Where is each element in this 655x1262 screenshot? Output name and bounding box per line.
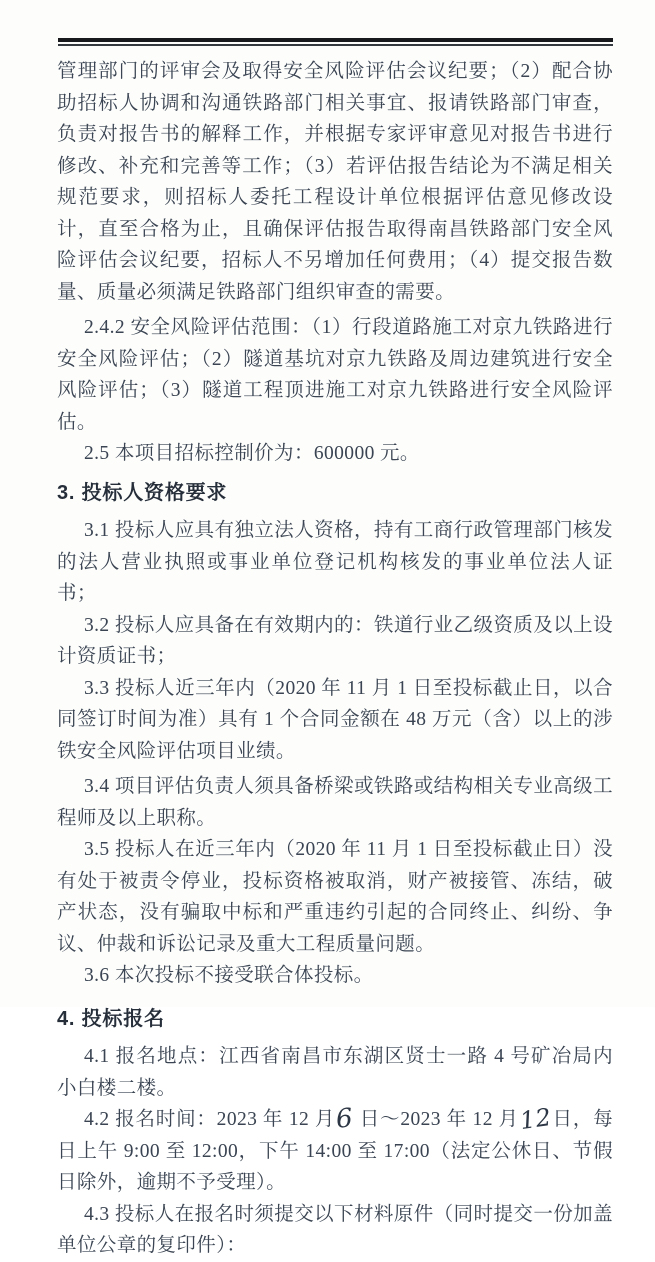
section-heading-3-bidder-qualifications: 3. 投标人资格要求	[57, 481, 228, 504]
page-top-rule	[58, 38, 613, 46]
paragraph-2-5-control-price: 2.5 本项目招标控制价为：600000 元。	[84, 443, 420, 464]
paragraph-3-5-no-violations: 3.5 投标人在近三年内（2020 年 11 月 1 日至投标截止日）没有处于被责令停业，投标资格被取消，财产被接管、冻结，破产状态，没有骗取中标和严重违约引起的合同终止、纠纷、争议、仲裁和诉讼记录及重大工程质量问题。	[57, 839, 613, 955]
p42-text-mid: 日～2023 年 12 月	[354, 1109, 519, 1130]
handwritten-day-to: 12	[518, 1102, 553, 1136]
paragraph-4-3-required-materials: 4.3 投标人在报名时须提交以下材料原件（同时提交一份加盖单位公章的复印件）：	[57, 1203, 613, 1256]
paragraph-3-2-qualification-certificate: 3.2 投标人应具备在有效期内的：铁道行业乙级资质及以上设计资质证书；	[57, 614, 613, 667]
handwritten-day-from: 6	[334, 1103, 355, 1135]
p42-text-post: 日，每日上午 9:00 至 12:00，下午 14:00 至 17:00（法定公休日、节假日除外，逾期不予受理）。	[57, 1109, 614, 1193]
document-content	[57, 56, 613, 1262]
paragraph-4-2-registration-time	[57, 1104, 613, 1199]
paragraph-3-1-legal-person: 3.1 投标人应具有独立法人资格，持有工商行政管理部门核发的法人营业执照或事业单位登记机构核发的事业单位法人证书；	[57, 520, 613, 604]
paragraph-continuation-2-4-1: 管理部门的评审会及取得安全风险评估会议纪要；（2）配合协助招标人协调和沟通铁路部门相关事宜、报请铁路部门审查，负责对报告书的解释工作，并根据专家评审意见对报告书进行修改、补充和完善等工作；（3）若评估报告结论为不满足相关规范要求，则招标人委托工程设计单位根据评估意见修改设计，直至合格为止，且确保评估报告取得南昌铁路部门安全风险评估会议纪要，招标人不另增加任何费用；（4）提交报告数量、质量必须满足铁路部门组织审查的需要。	[57, 61, 613, 303]
p42-text-pre: 4.2 报名时间：2023 年 12 月	[84, 1109, 336, 1130]
paragraph-4-1-registration-location: 4.1 报名地点：江西省南昌市东湖区贤士一路 4 号矿冶局内小白楼二楼。	[57, 1046, 613, 1099]
section-heading-4-bid-registration: 4. 投标报名	[57, 1007, 165, 1030]
paragraph-2-4-2-scope: 2.4.2 安全风险评估范围：（1）行段道路施工对京九铁路进行安全风险评估；（2）隧道基坑对京九铁路及周边建筑进行安全风险评估；（3）隧道工程顶进施工对京九铁路进行安全风险评估。	[57, 317, 613, 433]
paragraph-3-3-contract-record: 3.3 投标人近三年内（2020 年 11 月 1 日至投标截止日，以合同签订时间为准）具有 1 个合同金额在 48 万元（含）以上的涉铁安全风险评估项目业绩。	[57, 677, 613, 762]
paragraph-3-6-no-consortium: 3.6 本次投标不接受联合体投标。	[84, 965, 374, 986]
paragraph-3-4-project-leader-title: 3.4 项目评估负责人须具备桥梁或铁路或结构相关专业高级工程师及以上职称。	[57, 776, 613, 829]
